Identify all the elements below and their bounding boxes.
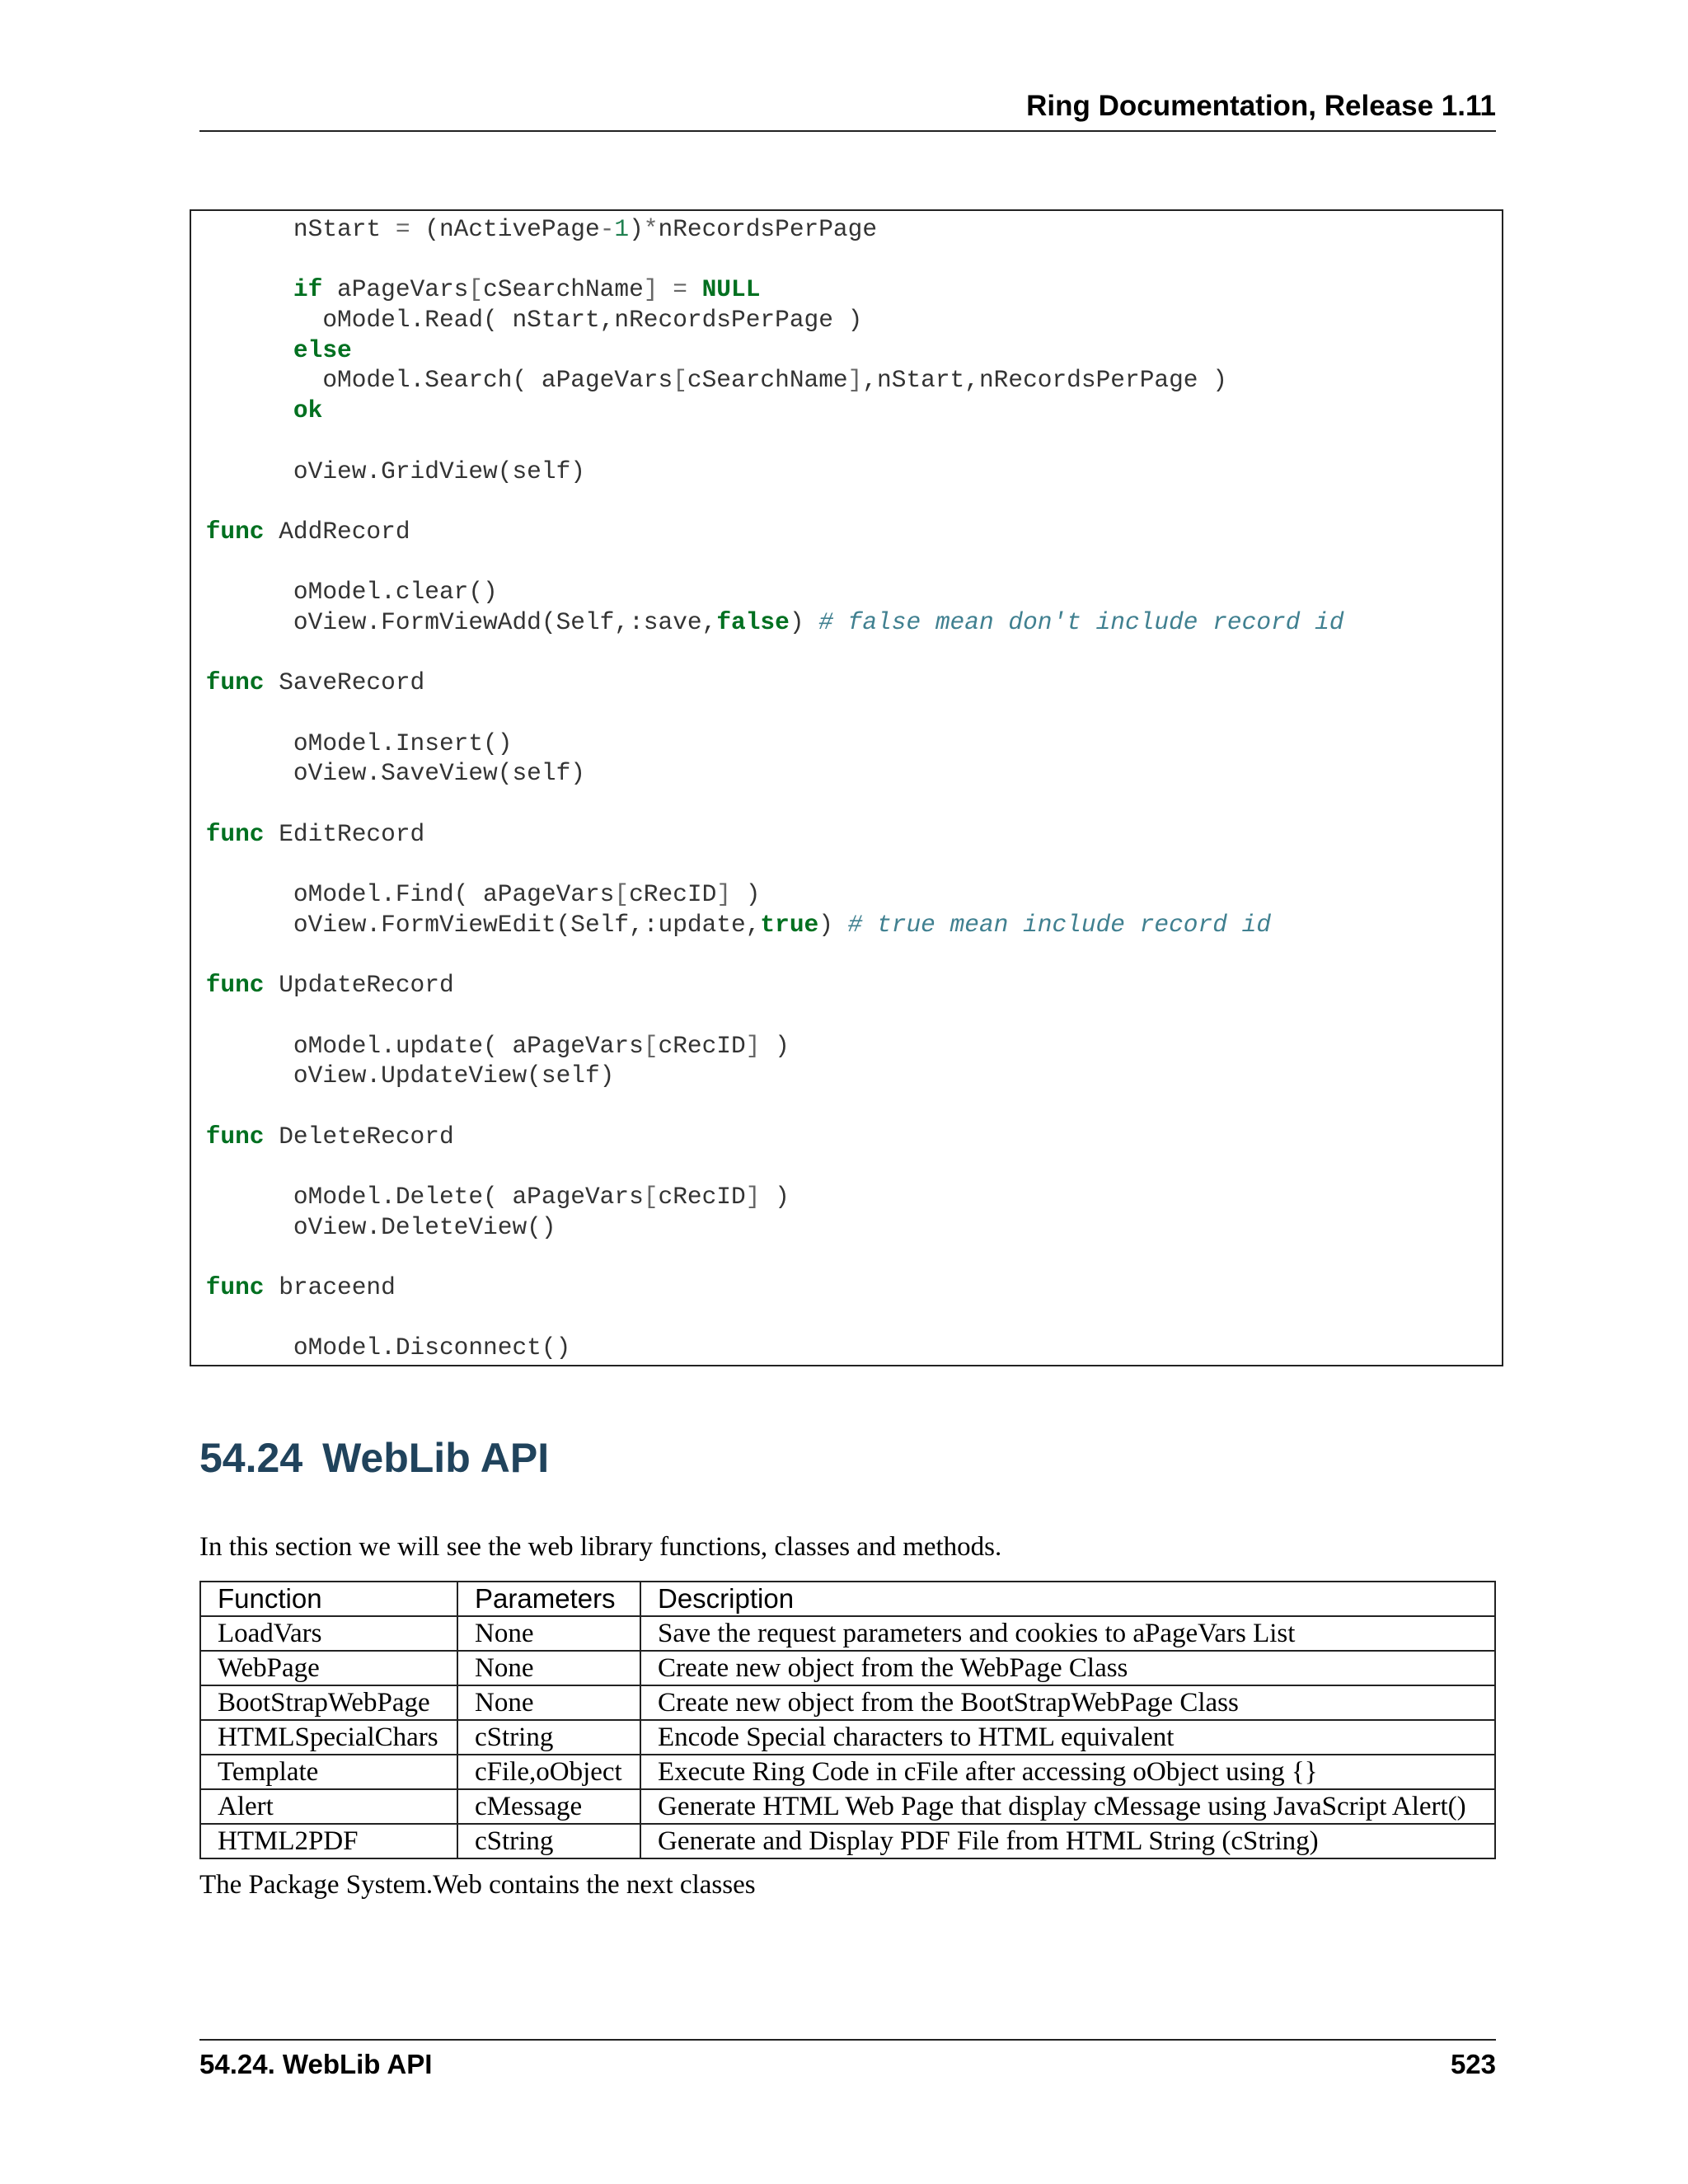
code-token: NULL (701, 275, 761, 304)
page-header (199, 89, 1496, 132)
code-token: ) (818, 910, 848, 939)
code-token: [ (643, 1031, 659, 1060)
code-token: oModel.clear() (191, 578, 498, 607)
code-token: ] (847, 366, 863, 395)
cell-function: HTML2PDF (200, 1824, 457, 1858)
code-line (191, 517, 1502, 547)
code-token: ) (760, 1183, 790, 1211)
code-token: UpdateRecord (264, 971, 454, 1000)
code-token: oModel.Delete( aPageVars (191, 1183, 644, 1211)
code-token: func (205, 971, 265, 1000)
code-token: oView.UpdateView(self) (191, 1062, 615, 1090)
code-token: cSearchName (687, 366, 848, 395)
code-token: ok (293, 396, 323, 425)
cell-function: BootStrapWebPage (200, 1685, 457, 1720)
code-token: AddRecord (264, 517, 410, 546)
code-line (191, 577, 1502, 607)
cell-function: Template (200, 1755, 457, 1789)
code-token: 1 (614, 215, 630, 243)
code-token: = (673, 275, 687, 304)
code-line (191, 819, 1502, 850)
code-token (191, 396, 293, 424)
code-token: EditRecord (264, 819, 425, 848)
table-row (200, 1616, 1495, 1651)
cell-description: Create new object from the BootStrapWebPage Class (640, 1685, 1495, 1720)
code-line (191, 729, 1502, 759)
code-token (191, 1273, 206, 1301)
code-line (191, 486, 1502, 517)
code-block (190, 209, 1503, 1366)
code-line (191, 698, 1502, 729)
code-token: (nActivePage (410, 215, 600, 243)
code-line (191, 758, 1502, 789)
code-token: else (293, 335, 352, 364)
cell-description: Generate HTML Web Page that display cMessage using JavaScript Alert() (640, 1789, 1495, 1824)
table-row (200, 1824, 1495, 1858)
cell-function: Alert (200, 1789, 457, 1824)
cell-function: LoadVars (200, 1616, 457, 1651)
code-line (191, 1061, 1502, 1091)
code-line (191, 274, 1502, 305)
table-row (200, 1685, 1495, 1720)
code-token: func (205, 1273, 265, 1302)
code-line (191, 879, 1502, 910)
code-line (191, 970, 1502, 1001)
code-token: ,nStart,nRecordsPerPage ) (862, 366, 1227, 395)
code-token: cRecID (658, 1183, 746, 1211)
code-token: ] (643, 275, 659, 304)
code-token: # true mean include record id (847, 910, 1272, 939)
code-token: oModel.Find( aPageVars (191, 880, 615, 909)
section-heading (199, 1434, 549, 1482)
code-lines (191, 214, 1502, 1363)
code-token: DeleteRecord (264, 1122, 454, 1151)
code-line (191, 335, 1502, 366)
cell-description: Encode Special characters to HTML equivalent (640, 1720, 1495, 1755)
code-token: oView.DeleteView() (191, 1212, 556, 1241)
code-token (191, 336, 293, 364)
cell-parameters: cString (457, 1824, 640, 1858)
code-line (191, 1001, 1502, 1031)
code-line (191, 1091, 1502, 1122)
code-token: nStart (191, 215, 396, 243)
table-row (200, 1789, 1495, 1824)
code-token (687, 275, 702, 303)
code-line (191, 426, 1502, 457)
code-token: ] (745, 1183, 761, 1211)
code-token: func (205, 668, 265, 697)
page-number: 523 (1450, 2049, 1496, 2079)
table-row (200, 1651, 1495, 1685)
api-table (199, 1581, 1496, 1859)
code-line (191, 214, 1502, 245)
code-token: [ (643, 1183, 659, 1211)
code-token: braceend (264, 1273, 396, 1302)
code-token (191, 820, 206, 848)
code-token: cSearchName (483, 275, 644, 304)
code-line (191, 1303, 1502, 1333)
code-token: cRecID (629, 880, 717, 909)
code-token: ) (760, 1031, 790, 1060)
code-token: oView.FormViewEdit(Self,:update, (191, 910, 761, 939)
code-token (659, 275, 673, 303)
section-number: 54.24 (199, 1435, 303, 1481)
cell-parameters: None (457, 1685, 640, 1720)
cell-function: HTMLSpecialChars (200, 1720, 457, 1755)
document-title: Ring Documentation, Release 1.11 (1026, 90, 1496, 122)
code-line (191, 1333, 1502, 1363)
cell-description: Execute Ring Code in cFile after accessing oObject using {} (640, 1755, 1495, 1789)
code-token: func (205, 1122, 265, 1151)
code-line (191, 547, 1502, 578)
cell-function: WebPage (200, 1651, 457, 1685)
code-token: oModel.Insert() (191, 729, 513, 757)
column-header-parameters: Parameters (457, 1582, 640, 1616)
code-line (191, 457, 1502, 487)
column-header-function: Function (200, 1582, 457, 1616)
cell-parameters: None (457, 1651, 640, 1685)
code-token (191, 668, 206, 696)
code-token: ) (629, 215, 644, 243)
code-token: oView.SaveView(self) (191, 759, 585, 788)
column-header-description: Description (640, 1582, 1495, 1616)
code-line (191, 940, 1502, 971)
cell-description: Save the request parameters and cookies to aPageVars List (640, 1616, 1495, 1651)
code-token: ) (789, 607, 819, 636)
code-line (191, 1151, 1502, 1182)
code-line (191, 1031, 1502, 1062)
code-token: oModel.Disconnect() (191, 1333, 571, 1362)
table-row (200, 1720, 1495, 1755)
code-token: false (716, 607, 790, 636)
code-token: * (643, 215, 659, 243)
code-token: oModel.Read( nStart,nRecordsPerPage ) (191, 306, 863, 335)
cell-parameters: cString (457, 1720, 640, 1755)
code-line (191, 305, 1502, 335)
code-line (191, 668, 1502, 698)
code-line (191, 1212, 1502, 1243)
code-token: func (205, 819, 265, 848)
code-token: # false mean don't include record id (818, 607, 1344, 636)
footer-section: 54.24. WebLib API (199, 2049, 433, 2079)
cell-parameters: cMessage (457, 1789, 640, 1824)
code-line (191, 789, 1502, 819)
code-token: oView.FormViewAdd(Self,:save, (191, 607, 717, 636)
intro-paragraph: In this section we will see the web library functions, classes and methods. (199, 1532, 1002, 1562)
code-token: [ (673, 366, 687, 395)
code-line (191, 1242, 1502, 1272)
code-token (191, 275, 293, 303)
code-token: nRecordsPerPage (658, 215, 878, 243)
code-token: = (395, 215, 410, 243)
code-token: [ (468, 275, 484, 304)
table-row (200, 1755, 1495, 1789)
code-line (191, 365, 1502, 396)
code-line (191, 849, 1502, 879)
code-token: true (760, 910, 819, 939)
code-token: SaveRecord (264, 668, 425, 697)
code-token: ) (731, 880, 761, 909)
code-line (191, 1182, 1502, 1212)
code-token: cRecID (658, 1031, 746, 1060)
code-token: - (599, 215, 615, 243)
code-token (191, 971, 206, 999)
code-token: func (205, 517, 265, 546)
code-line (191, 396, 1502, 426)
code-token: ] (745, 1031, 761, 1060)
section-title: WebLib API (322, 1435, 550, 1481)
cell-description: Create new object from the WebPage Class (640, 1651, 1495, 1685)
code-token: if (293, 275, 323, 304)
cell-parameters: cFile,oObject (457, 1755, 640, 1789)
code-line (191, 638, 1502, 668)
code-token (191, 1122, 206, 1151)
table-header-row (200, 1582, 1495, 1616)
code-token: oView.GridView(self) (191, 457, 585, 485)
code-line (191, 910, 1502, 940)
cell-parameters: None (457, 1616, 640, 1651)
code-token: [ (614, 880, 630, 909)
cell-description: Generate and Display PDF File from HTML String (cString) (640, 1824, 1495, 1858)
code-line (191, 607, 1502, 638)
code-line (191, 1272, 1502, 1303)
code-token: oModel.Search( aPageVars (191, 366, 673, 395)
code-token: aPageVars (322, 275, 469, 304)
code-token (191, 518, 206, 546)
code-token: ] (716, 880, 732, 909)
code-line (191, 245, 1502, 275)
outro-paragraph: The Package System.Web contains the next classes (199, 1870, 756, 1900)
code-line (191, 1122, 1502, 1152)
page-footer (199, 2039, 1496, 2079)
code-token: oModel.update( aPageVars (191, 1031, 644, 1060)
